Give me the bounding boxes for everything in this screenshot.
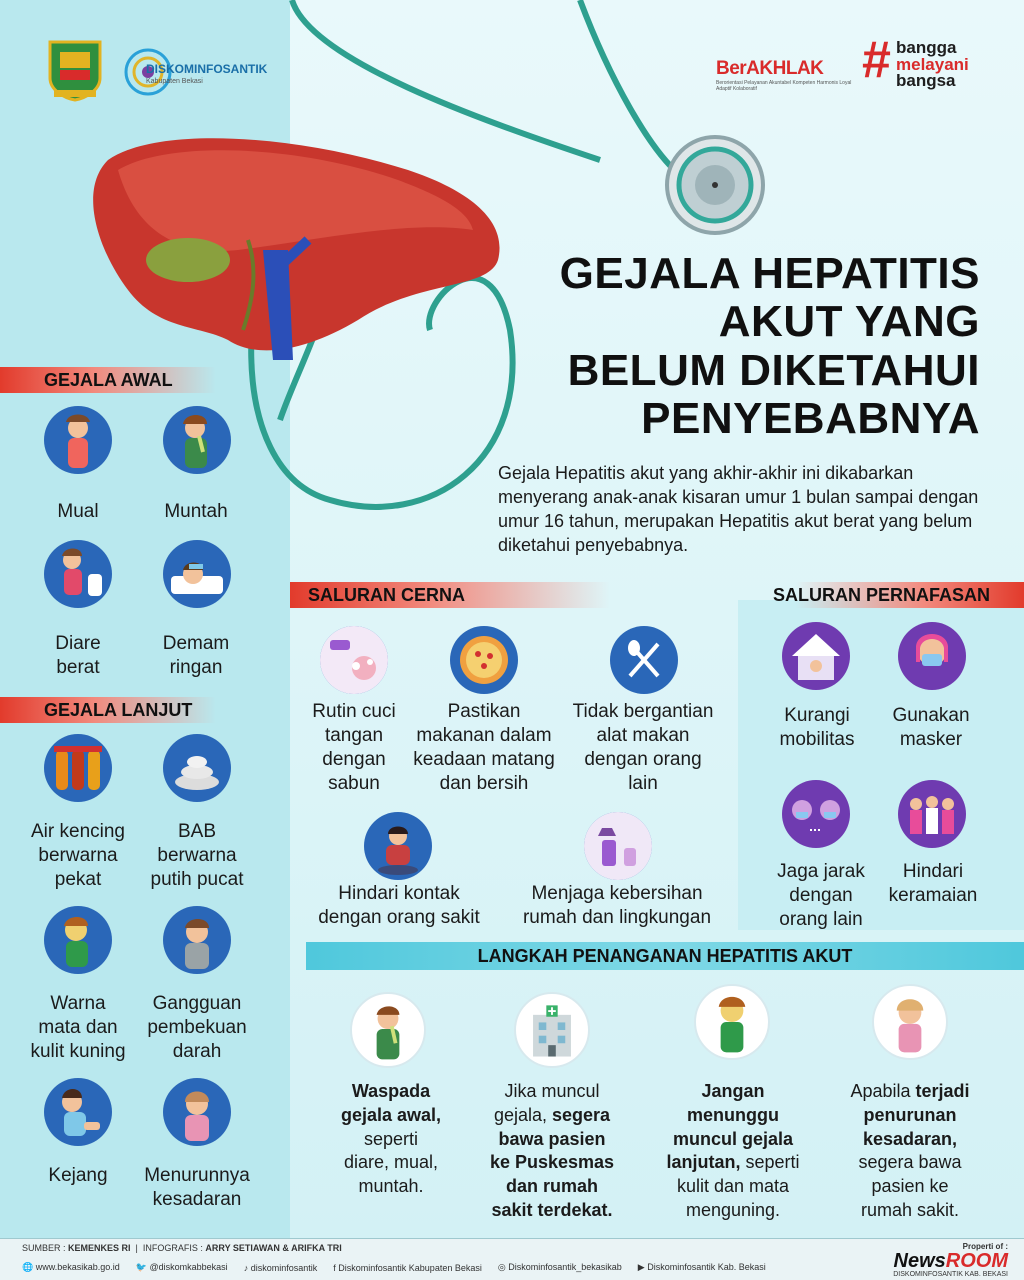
step-1-waspada: Waspada bbox=[351, 1081, 431, 1101]
youtube-text: Diskominfosantik Kab. Bekasi bbox=[647, 1262, 766, 1272]
label-keadaan-matang: keadaan matang bbox=[413, 748, 555, 770]
gejala-lanjut-label-3 bbox=[18, 992, 138, 1064]
hashtag-icon: # bbox=[862, 31, 891, 89]
step-4-segera-bawa: segera bawa bbox=[858, 1152, 962, 1173]
hospital-icon bbox=[514, 992, 590, 1068]
vomit-icon bbox=[163, 406, 231, 474]
step-jaundice-icon bbox=[694, 984, 770, 1060]
cerna-label-3 bbox=[562, 700, 724, 796]
label-hindari-kontak: Hindari kontak bbox=[338, 883, 460, 904]
step-consciousness-icon bbox=[872, 984, 948, 1060]
label-putih-pucat: putih pucat bbox=[150, 868, 244, 890]
step-1-diare-mual: diare, mual, bbox=[343, 1152, 439, 1173]
label-hindari: Hindari bbox=[902, 861, 964, 882]
sumber-value: KEMENKES RI bbox=[68, 1243, 131, 1253]
diarrhea-icon bbox=[44, 540, 112, 608]
label-gunakan: Gunakan bbox=[892, 705, 970, 726]
label-gangguan: Gangguan bbox=[152, 993, 242, 1014]
step-3-text bbox=[646, 1080, 820, 1223]
gejala-awal-label-1 bbox=[30, 500, 126, 524]
step-3-muncul-gejala: muncul gejala bbox=[672, 1128, 794, 1149]
label-masker: masker bbox=[899, 728, 963, 750]
label-pekat: pekat bbox=[54, 868, 102, 890]
label-makanan-dalam: makanan dalam bbox=[416, 724, 552, 746]
gejala-lanjut-heading: GEJALA LANJUT bbox=[0, 697, 270, 723]
sick-person-icon bbox=[364, 812, 432, 880]
blood-clotting-icon bbox=[163, 906, 231, 974]
tiktok-text: diskominfosantik bbox=[250, 1262, 318, 1273]
step-1-seperti: seperti bbox=[363, 1128, 419, 1149]
label-kesadaran: kesadaran bbox=[152, 1188, 242, 1210]
gejala-awal-heading: GEJALA AWAL bbox=[0, 367, 270, 393]
gejala-lanjut-label-6 bbox=[136, 1164, 258, 1212]
label-ringan: ringan bbox=[169, 656, 223, 678]
label-berat: berat bbox=[56, 656, 100, 678]
label-mobilitas: mobilitas bbox=[779, 728, 855, 750]
instagram-link[interactable] bbox=[498, 1262, 622, 1273]
news-word: News bbox=[893, 1250, 946, 1272]
gejala-lanjut-label-5 bbox=[18, 1164, 138, 1188]
label-pembekuan: pembekuan bbox=[147, 1016, 247, 1038]
step-2-sakit-terdekat: sakit terdekat. bbox=[491, 1199, 613, 1220]
label-dengan: dengan bbox=[322, 748, 386, 770]
label-berwarna-2: berwarna bbox=[157, 844, 237, 866]
saluran-cerna-heading: SALURAN CERNA bbox=[290, 582, 690, 608]
diskominfosantik-name: DISKOMINFOSANTIK bbox=[146, 62, 268, 76]
label-berwarna: berwarna bbox=[38, 844, 118, 866]
step-2-ke-puskesmas: ke Puskesmas bbox=[489, 1152, 615, 1173]
loss-consciousness-icon bbox=[163, 1078, 231, 1146]
gejala-lanjut-label-2 bbox=[136, 820, 258, 892]
step-4-apabila: Apabila bbox=[850, 1081, 911, 1101]
step-1-muntah: muntah. bbox=[358, 1176, 424, 1196]
title-line-4: PENYEBABNYA bbox=[641, 394, 980, 444]
cutlery-icon bbox=[610, 626, 678, 694]
fever-icon bbox=[163, 540, 231, 608]
step-3-kulit-dan-mata: kulit dan mata bbox=[676, 1176, 790, 1196]
jaundice-icon bbox=[44, 906, 112, 974]
label-mata-dan: mata dan bbox=[38, 1016, 118, 1038]
label-demam: Demam bbox=[162, 633, 230, 654]
instagram-icon: ◎ bbox=[497, 1262, 506, 1272]
cleaning-spray-icon bbox=[584, 812, 652, 880]
gejala-lanjut-label-4 bbox=[136, 992, 258, 1064]
step-2-jika-muncul: Jika muncul bbox=[504, 1081, 600, 1101]
gejala-awal-label-3 bbox=[30, 632, 126, 680]
mask-icon bbox=[898, 622, 966, 690]
newsroom-wordmark bbox=[893, 1251, 1008, 1271]
stay-home-icon bbox=[782, 622, 850, 690]
room-word: ROOM bbox=[945, 1250, 1008, 1272]
infografis-value: ARRY SETIAWAN & ARIFKA TRI bbox=[205, 1243, 342, 1253]
tiktok-link[interactable] bbox=[244, 1263, 318, 1273]
step-1-text bbox=[316, 1080, 466, 1199]
bangsa-word: bangsa bbox=[896, 71, 956, 91]
label-rutin-cuci: Rutin cuci bbox=[312, 701, 396, 722]
twitter-link[interactable] bbox=[136, 1262, 228, 1273]
label-tidak-bergantian: Tidak bergantian bbox=[572, 701, 714, 722]
step-2-text bbox=[470, 1080, 634, 1223]
label-kurangi: Kurangi bbox=[784, 705, 850, 726]
label-bab: BAB bbox=[177, 821, 217, 842]
label-sabun: sabun bbox=[328, 772, 380, 794]
food-icon bbox=[450, 626, 518, 694]
step-4-text bbox=[830, 1080, 990, 1223]
step-3-menguning: menguning. bbox=[685, 1199, 781, 1220]
label-keramaian: keramaian bbox=[888, 884, 978, 906]
page-title bbox=[460, 250, 980, 444]
cerna-label-1 bbox=[300, 700, 408, 796]
social-distance-icon bbox=[782, 780, 850, 848]
web-text: www.bekasikab.go.id bbox=[35, 1262, 120, 1272]
footer-social-links bbox=[22, 1262, 766, 1273]
facebook-icon: f bbox=[333, 1262, 336, 1273]
gejala-awal-label-4 bbox=[148, 632, 244, 680]
step-2-dan-rumah: dan rumah bbox=[505, 1176, 598, 1196]
seizure-icon bbox=[44, 1078, 112, 1146]
title-line-1: GEJALA HEPATITIS bbox=[559, 249, 980, 298]
label-tangan: tangan bbox=[324, 724, 384, 746]
saluran-pernafasan-heading: SALURAN PERNAFASAN bbox=[738, 582, 1024, 608]
pernafasan-label-4 bbox=[878, 860, 988, 908]
cerna-label-4 bbox=[304, 882, 494, 930]
pernafasan-label-1 bbox=[762, 704, 872, 752]
step-4-rumah-sakit: rumah sakit. bbox=[860, 1199, 960, 1220]
cerna-label-5 bbox=[510, 882, 724, 930]
step-2-bawa-pasien: bawa pasien bbox=[498, 1128, 606, 1149]
bangga-word: bangga bbox=[896, 38, 957, 57]
gejala-awal-label-2 bbox=[148, 500, 244, 524]
step-3-jangan: Jangan bbox=[701, 1081, 765, 1101]
langkah-heading: LANGKAH PENANGANAN HEPATITIS AKUT bbox=[306, 942, 1024, 970]
step-2-gejala: gejala, bbox=[493, 1104, 547, 1125]
label-diare: Diare bbox=[55, 633, 101, 654]
label-dan-bersih: dan bersih bbox=[439, 772, 529, 794]
intro-paragraph: Gejala Hepatitis akut yang akhir-akhir ini dikabarkan menyerang anak-anak kisaran umur 1 bulan sampai dengan umur 16 tahun, merupakan Hepatitis akut berat yang belum diketahui penyebabnya. bbox=[498, 463, 979, 555]
label-orang-lain: orang lain bbox=[779, 908, 863, 930]
label-dengan-orang-sakit: dengan orang sakit bbox=[318, 906, 480, 928]
liver-illustration bbox=[78, 130, 518, 370]
label-air-kencing: Air kencing bbox=[31, 821, 125, 842]
step-3-menunggu: menunggu bbox=[687, 1104, 779, 1125]
label-rumah-dan-lingkungan: rumah dan lingkungan bbox=[522, 906, 712, 928]
melayani-word: melayani bbox=[896, 54, 969, 74]
step-4-pasien-ke: pasien ke bbox=[871, 1176, 949, 1196]
newsroom-subtitle: DISKOMINFOSANTIK KAB. BEKASI bbox=[893, 1271, 1008, 1278]
label-menurunnya: Menurunnya bbox=[144, 1165, 250, 1186]
step-4-penurunan: penurunan bbox=[863, 1104, 957, 1125]
twitter-text: @diskomkabbekasi bbox=[149, 1262, 228, 1272]
youtube-link[interactable] bbox=[638, 1262, 766, 1273]
step-4-terjadi: terjadi bbox=[915, 1081, 970, 1101]
title-line-2: AKUT YANG bbox=[718, 297, 980, 347]
web-link[interactable] bbox=[22, 1262, 120, 1273]
label-dengan-2: dengan bbox=[789, 884, 853, 906]
pernafasan-label-3 bbox=[762, 860, 880, 932]
label-pastikan: Pastikan bbox=[447, 701, 521, 722]
twitter-icon: 🐦 bbox=[135, 1262, 147, 1272]
properti-label: Properti of : bbox=[962, 1242, 1008, 1251]
diskominfosantik-subtitle: Kabupaten Bekasi bbox=[146, 78, 203, 85]
urine-tubes-icon bbox=[44, 734, 112, 802]
handwash-icon bbox=[320, 626, 388, 694]
label-lain: lain bbox=[628, 772, 658, 794]
label-kejang: Kejang bbox=[48, 1165, 108, 1186]
newsroom-logo bbox=[893, 1242, 1008, 1278]
step-vomit-icon bbox=[350, 992, 426, 1068]
tiktok-icon: ♪ bbox=[243, 1262, 249, 1273]
step-3-lanjutan: lanjutan, bbox=[666, 1152, 741, 1173]
label-dengan-orang: dengan orang bbox=[584, 748, 702, 770]
pernafasan-label-2 bbox=[876, 704, 986, 752]
stool-icon bbox=[163, 734, 231, 802]
facebook-text: Diskominfosantik Kabupaten Bekasi bbox=[338, 1262, 482, 1273]
berakhlak-tagline: Berorientasi Pelayanan Akuntabel Kompeten Harmonis Loyal Adaptif Kolaboratif bbox=[716, 80, 852, 92]
instagram-text: Diskominfosantik_bekasikab bbox=[508, 1262, 622, 1272]
step-3-seperti: seperti bbox=[745, 1152, 800, 1173]
avoid-crowd-icon bbox=[898, 780, 966, 848]
label-jaga-jarak: Jaga jarak bbox=[777, 861, 865, 882]
label-muntah: Muntah bbox=[164, 501, 228, 522]
sumber-label: SUMBER : bbox=[22, 1243, 66, 1253]
label-darah: darah bbox=[172, 1040, 222, 1062]
step-2-segera: segera bbox=[552, 1104, 611, 1125]
globe-icon: 🌐 bbox=[22, 1262, 34, 1272]
step-4-kesadaran: kesadaran, bbox=[862, 1128, 958, 1149]
step-1-gejala-awal: gejala awal, bbox=[340, 1104, 442, 1125]
label-menjaga-kebersihan: Menjaga kebersihan bbox=[531, 883, 703, 904]
facebook-link[interactable] bbox=[333, 1263, 482, 1273]
label-mual: Mual bbox=[57, 501, 99, 522]
footer-credits: SUMBER : KEMENKES RI | INFOGRAFIS : ARRY SETIAWAN & ARIFKA TRI bbox=[22, 1243, 342, 1253]
kabupaten-bekasi-emblem bbox=[46, 38, 104, 102]
label-alat-makan: alat makan bbox=[596, 724, 690, 746]
infografis-label: INFOGRAFIS : bbox=[142, 1243, 203, 1253]
youtube-icon: ▶ bbox=[637, 1262, 645, 1272]
cerna-label-2 bbox=[404, 700, 564, 796]
bangga-melayani-bangsa bbox=[896, 40, 969, 90]
label-warna: Warna bbox=[50, 993, 106, 1014]
label-kulit-kuning: kulit kuning bbox=[30, 1040, 126, 1062]
nausea-icon bbox=[44, 406, 112, 474]
title-line-3: BELUM DIKETAHUI bbox=[567, 345, 980, 395]
berakhlak-logo-text: BerAKHLAK bbox=[716, 58, 824, 79]
gejala-lanjut-label-1 bbox=[18, 820, 138, 892]
